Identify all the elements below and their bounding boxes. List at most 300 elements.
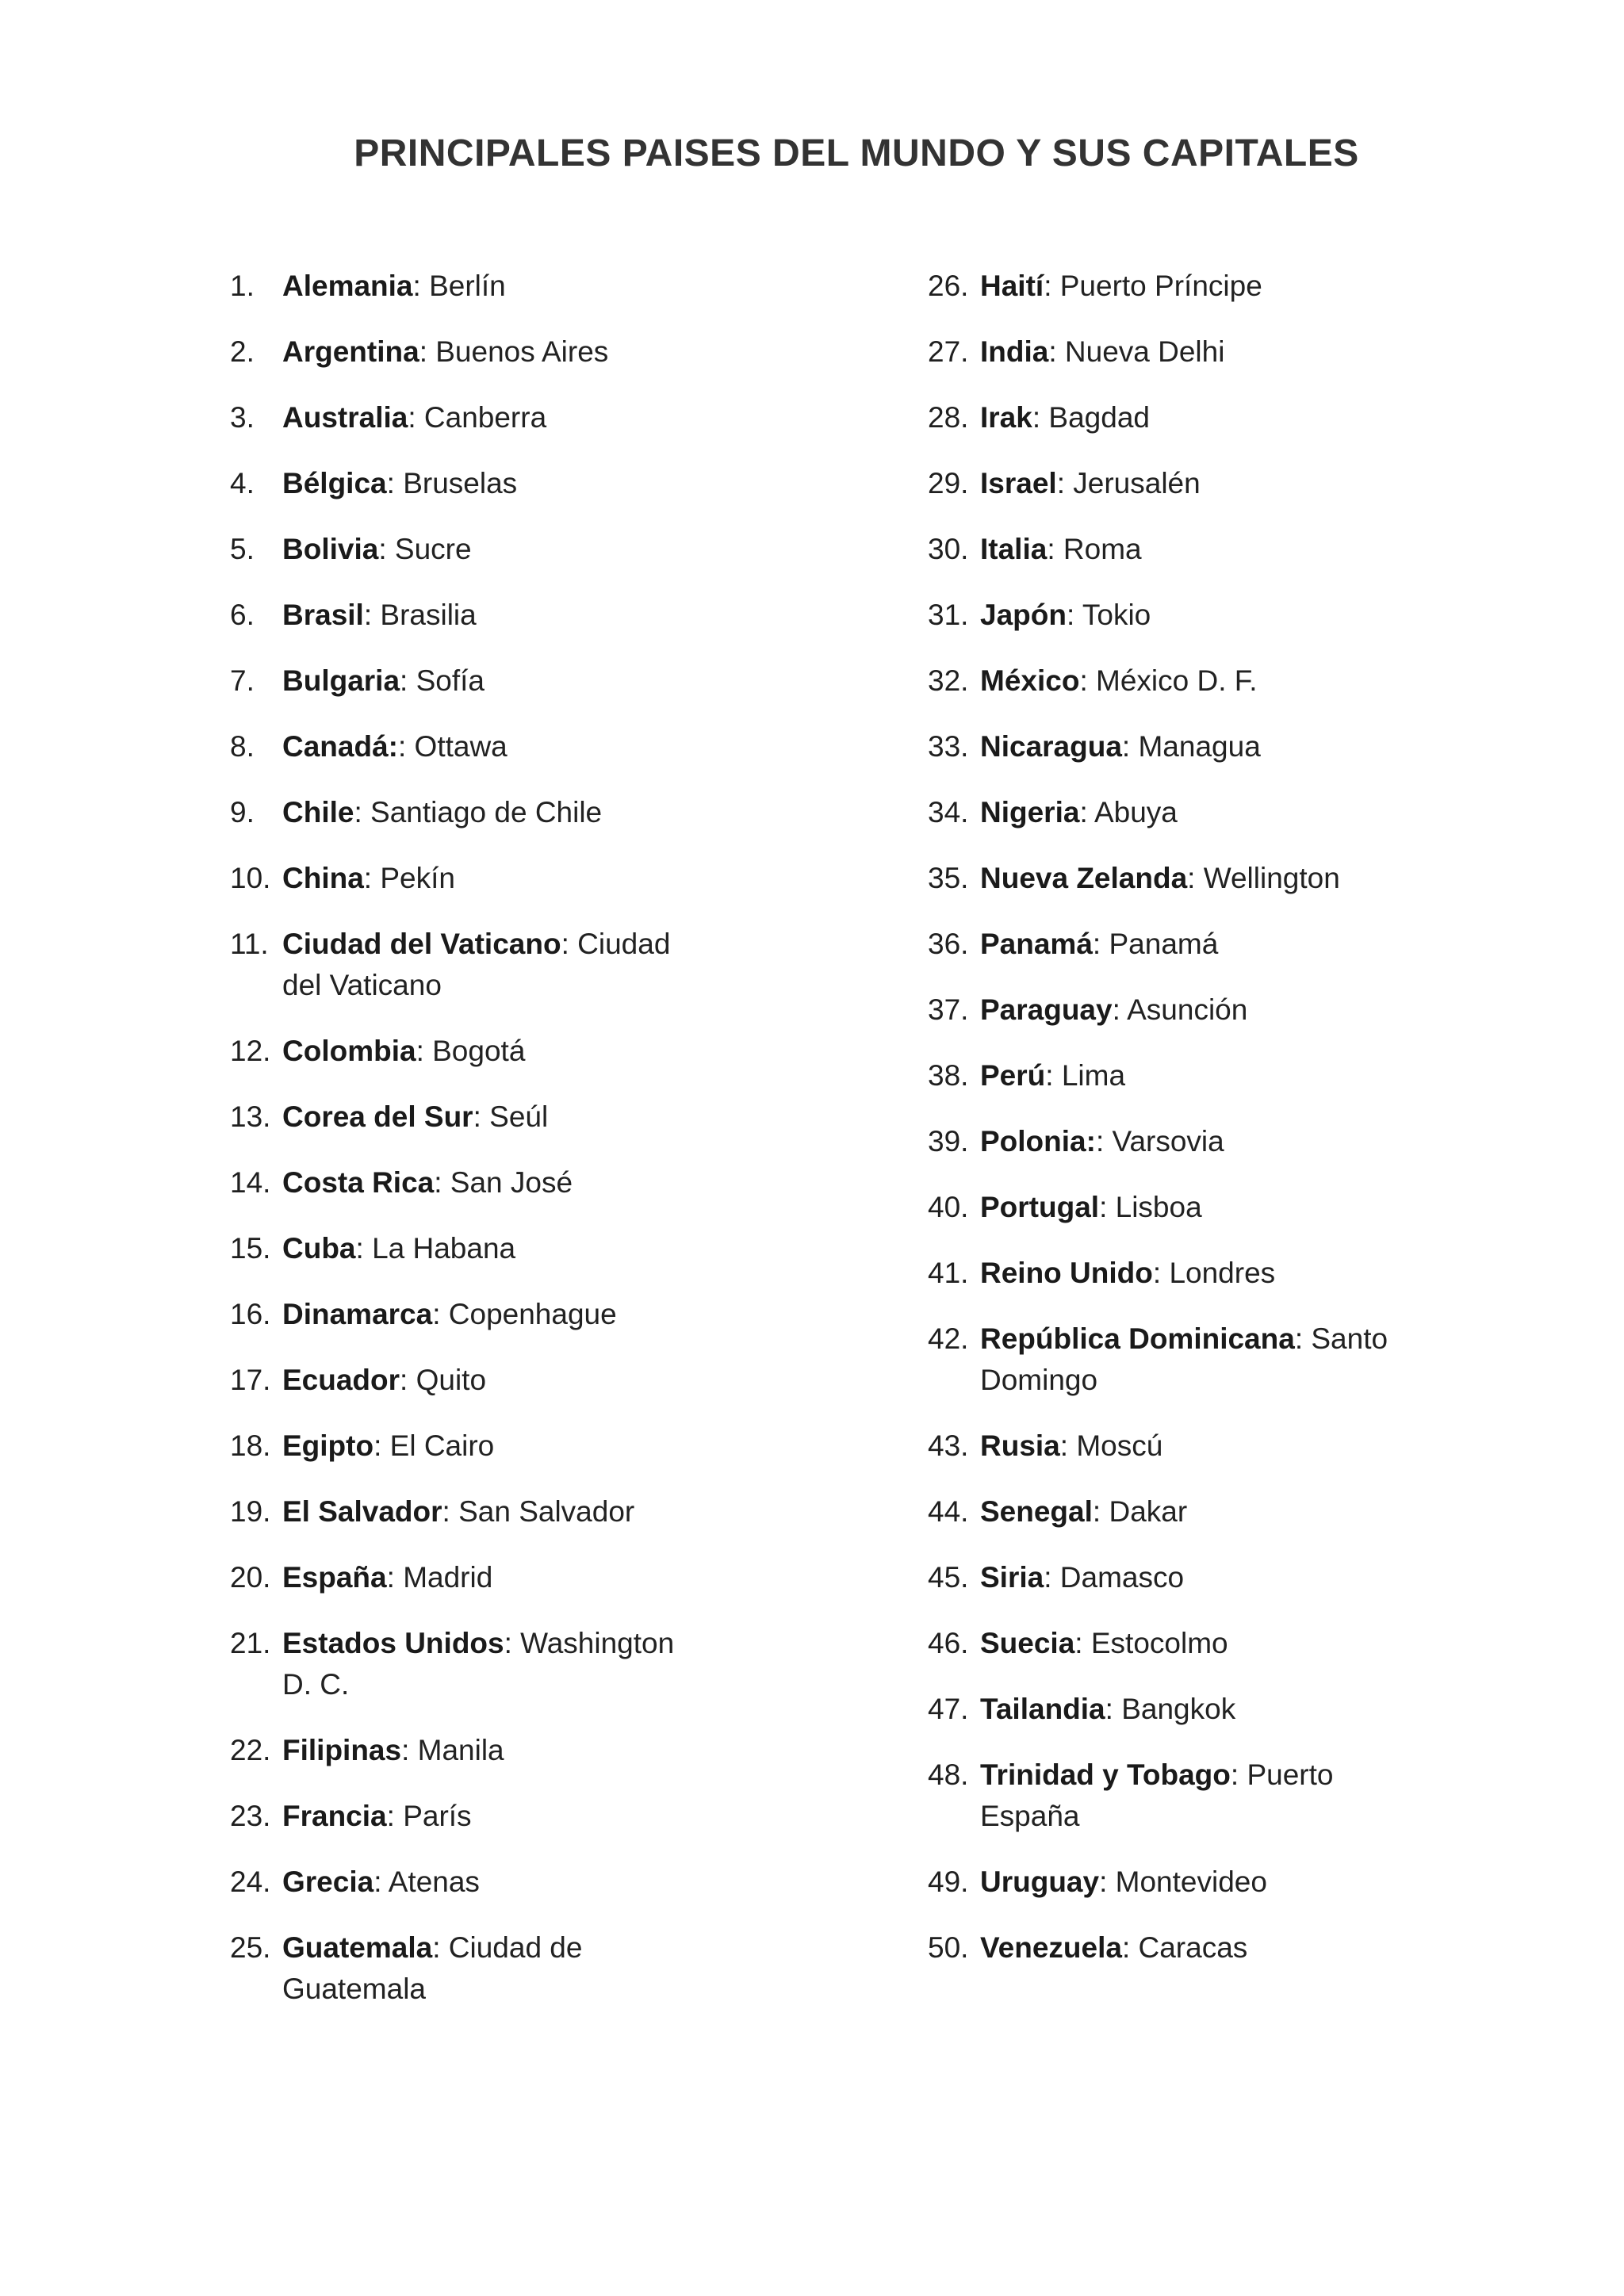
item-number: 4. xyxy=(230,467,255,499)
list-item xyxy=(230,1360,928,1401)
separator: : xyxy=(1066,599,1082,631)
separator: : xyxy=(1105,1693,1122,1725)
list-item xyxy=(928,1927,1594,1969)
item-text xyxy=(980,1187,1424,1228)
item-text xyxy=(980,1121,1424,1162)
separator: : xyxy=(416,1035,433,1067)
country-name: Bélgica xyxy=(282,467,387,499)
item-text xyxy=(980,1927,1424,1969)
list-item xyxy=(230,1096,928,1138)
item-number: 18. xyxy=(230,1429,271,1462)
country-name: Alemania xyxy=(282,270,413,302)
item-number: 49. xyxy=(928,1866,969,1898)
item-number: 15. xyxy=(230,1232,271,1265)
list-item xyxy=(928,1425,1594,1467)
list-item xyxy=(928,266,1594,307)
capital-name: San Salvador xyxy=(458,1495,635,1528)
item-number: 38. xyxy=(928,1059,969,1092)
item-text xyxy=(282,792,679,833)
separator: : xyxy=(1095,1125,1113,1158)
separator: : xyxy=(412,270,430,302)
separator: : xyxy=(1187,862,1204,894)
item-text xyxy=(980,858,1424,899)
list-item xyxy=(230,397,928,438)
capital-name: Santiago de Chile xyxy=(370,796,603,828)
separator: : xyxy=(1032,401,1049,434)
separator: : xyxy=(1099,1191,1116,1223)
capital-name: Managua xyxy=(1138,730,1261,763)
capital-name: Sofía xyxy=(416,664,485,697)
separator: : xyxy=(386,1561,404,1594)
item-text xyxy=(980,1623,1424,1664)
separator: : xyxy=(561,928,578,960)
capital-name: Bogotá xyxy=(432,1035,526,1067)
country-name: Panamá xyxy=(980,928,1093,960)
item-number: 43. xyxy=(928,1429,969,1462)
country-name: Tailandia xyxy=(980,1693,1105,1725)
item-number: 47. xyxy=(928,1693,969,1725)
list-item xyxy=(928,792,1594,833)
country-name: Nueva Zelanda xyxy=(980,862,1188,894)
country-name: Dinamarca xyxy=(282,1298,433,1330)
separator: : xyxy=(378,533,395,565)
capital-name: Damasco xyxy=(1059,1561,1185,1594)
separator: : xyxy=(354,796,371,828)
item-number: 7. xyxy=(230,664,255,697)
item-text xyxy=(282,1491,679,1533)
item-text xyxy=(980,1689,1424,1730)
capital-name: Asunción xyxy=(1127,993,1248,1026)
item-text xyxy=(282,1623,679,1705)
list-item xyxy=(230,331,928,373)
item-number: 42. xyxy=(928,1322,969,1355)
country-name: Bulgaria xyxy=(282,664,400,697)
capital-name: Bagdad xyxy=(1048,401,1150,434)
item-number: 1. xyxy=(230,270,255,302)
capital-name: Jerusalén xyxy=(1073,467,1201,499)
country-name: Israel xyxy=(980,467,1057,499)
separator: : xyxy=(400,664,416,697)
capital-name: Moscú xyxy=(1076,1429,1163,1462)
capital-name: Puerto España xyxy=(980,1758,1334,1832)
capital-name: Seúl xyxy=(489,1100,549,1133)
capital-name: Dakar xyxy=(1109,1495,1188,1528)
capital-name: Lima xyxy=(1061,1059,1126,1092)
item-text xyxy=(282,1796,679,1837)
capital-name: Pekín xyxy=(380,862,455,894)
separator: : xyxy=(397,730,415,763)
list-item xyxy=(928,1862,1594,1903)
list-item xyxy=(230,792,928,833)
item-text xyxy=(282,529,679,570)
item-number: 31. xyxy=(928,599,969,631)
item-number: 45. xyxy=(928,1561,969,1594)
capital-name: Roma xyxy=(1063,533,1142,565)
item-number: 35. xyxy=(928,862,969,894)
capital-name: Ciudad de Guatemala xyxy=(282,1931,583,2005)
list-item xyxy=(230,1862,928,1903)
separator: : xyxy=(373,1866,389,1898)
item-number: 19. xyxy=(230,1495,271,1528)
country-name: Venezuela xyxy=(980,1931,1122,1964)
capital-name: Caracas xyxy=(1138,1931,1248,1964)
capital-name: Londres xyxy=(1169,1257,1276,1289)
list-item xyxy=(928,463,1594,504)
item-number: 29. xyxy=(928,467,969,499)
separator: : xyxy=(1044,270,1060,302)
country-name: Australia xyxy=(282,401,408,434)
list-item xyxy=(928,1253,1594,1294)
separator: : xyxy=(504,1627,521,1659)
country-name: Haití xyxy=(980,270,1044,302)
separator: : xyxy=(1047,533,1063,565)
separator: : xyxy=(386,467,404,499)
capital-name: Tokio xyxy=(1082,599,1151,631)
capital-name: Washington D. C. xyxy=(282,1627,675,1701)
capital-name: Estocolmo xyxy=(1090,1627,1228,1659)
list-item xyxy=(928,660,1594,702)
item-number: 2. xyxy=(230,335,255,368)
separator: : xyxy=(1044,1561,1060,1594)
country-name: Bolivia xyxy=(282,533,379,565)
capital-name: Buenos Aires xyxy=(435,335,609,368)
list-item xyxy=(928,1689,1594,1730)
item-text xyxy=(980,792,1424,833)
country-name: Uruguay xyxy=(980,1866,1100,1898)
separator: : xyxy=(363,862,381,894)
separator: : xyxy=(442,1495,459,1528)
item-text xyxy=(282,1862,679,1903)
country-name: Paraguay xyxy=(980,993,1113,1026)
country-name: España xyxy=(282,1561,387,1594)
list-item xyxy=(230,1031,928,1072)
country-name: Ecuador xyxy=(282,1364,400,1396)
item-number: 10. xyxy=(230,862,271,894)
country-name: Grecia xyxy=(282,1866,374,1898)
list-item xyxy=(928,331,1594,373)
country-name: Siria xyxy=(980,1561,1044,1594)
item-number: 16. xyxy=(230,1298,271,1330)
item-number: 11. xyxy=(230,928,269,960)
capital-name: Bangkok xyxy=(1121,1693,1236,1725)
list-item xyxy=(230,858,928,899)
item-text xyxy=(980,726,1424,767)
item-number: 8. xyxy=(230,730,255,763)
item-text xyxy=(282,1228,679,1269)
item-text xyxy=(980,989,1424,1031)
item-text xyxy=(282,595,679,636)
capital-name: Manila xyxy=(417,1734,504,1766)
list-item xyxy=(928,1557,1594,1598)
item-number: 34. xyxy=(928,796,969,828)
capital-name: Ottawa xyxy=(414,730,508,763)
capital-name: Bruselas xyxy=(403,467,518,499)
capital-name: Nueva Delhi xyxy=(1064,335,1225,368)
country-name: Nigeria xyxy=(980,796,1080,828)
list-item xyxy=(928,1121,1594,1162)
separator: : xyxy=(1152,1257,1170,1289)
country-name: Filipinas xyxy=(282,1734,402,1766)
separator: : xyxy=(1045,1059,1062,1092)
separator: : xyxy=(473,1100,490,1133)
country-name: Ciudad del Vaticano xyxy=(282,928,561,960)
list-item xyxy=(928,1755,1594,1837)
item-number: 30. xyxy=(928,533,969,565)
list-item xyxy=(928,397,1594,438)
country-name: Costa Rica xyxy=(282,1166,435,1199)
item-number: 26. xyxy=(928,270,969,302)
country-name: Egipto xyxy=(282,1429,374,1462)
item-text xyxy=(282,1425,679,1467)
item-number: 46. xyxy=(928,1627,969,1659)
country-name: Japón xyxy=(980,599,1067,631)
list-item xyxy=(230,266,928,307)
list-item xyxy=(928,1187,1594,1228)
item-text xyxy=(980,331,1424,373)
separator: : xyxy=(1099,1866,1116,1898)
country-name: Reino Unido xyxy=(980,1257,1153,1289)
country-name: India xyxy=(980,335,1049,368)
item-number: 37. xyxy=(928,993,969,1026)
country-name: Argentina xyxy=(282,335,419,368)
item-text xyxy=(980,463,1424,504)
capital-name: Santo Domingo xyxy=(980,1322,1388,1396)
list-item xyxy=(928,529,1594,570)
item-text xyxy=(980,1755,1424,1837)
capital-name: París xyxy=(403,1800,472,1832)
list-item xyxy=(928,858,1594,899)
separator: : xyxy=(373,1429,390,1462)
list-item xyxy=(230,1796,928,1837)
item-number: 3. xyxy=(230,401,255,434)
capital-name: El Cairo xyxy=(389,1429,495,1462)
separator: : xyxy=(401,1734,418,1766)
list-item xyxy=(230,1294,928,1335)
country-name: El Salvador xyxy=(282,1495,442,1528)
separator: : xyxy=(432,1931,449,1964)
capital-name: Copenhague xyxy=(448,1298,617,1330)
item-text xyxy=(980,1253,1424,1294)
list-item xyxy=(230,1491,928,1533)
item-text xyxy=(980,397,1424,438)
item-number: 36. xyxy=(928,928,969,960)
list-item xyxy=(230,1557,928,1598)
item-number: 41. xyxy=(928,1257,969,1289)
country-name: República Dominicana xyxy=(980,1322,1295,1355)
item-number: 33. xyxy=(928,730,969,763)
list-item xyxy=(928,989,1594,1031)
separator: : xyxy=(1092,1495,1109,1528)
country-name: Portugal xyxy=(980,1191,1100,1223)
country-name: Canadá: xyxy=(282,730,398,763)
item-number: 13. xyxy=(230,1100,271,1133)
page-title: PRINCIPALES PAISES DEL MUNDO Y SUS CAPITALES xyxy=(354,132,1359,174)
item-text xyxy=(980,1055,1424,1096)
separator: : xyxy=(386,1800,404,1832)
country-name: Irak xyxy=(980,401,1032,434)
list-item xyxy=(230,1623,928,1705)
separator: : xyxy=(355,1232,373,1265)
separator: : xyxy=(1079,796,1094,828)
list-item xyxy=(230,660,928,702)
country-name: Rusia xyxy=(980,1429,1060,1462)
list-item xyxy=(230,1425,928,1467)
item-text xyxy=(282,924,679,1006)
list-item xyxy=(230,529,928,570)
capital-name: Canberra xyxy=(423,401,547,434)
capital-name: San José xyxy=(450,1166,573,1199)
item-text xyxy=(282,397,679,438)
capital-name: Puerto Príncipe xyxy=(1059,270,1262,302)
item-text xyxy=(282,726,679,767)
item-number: 27. xyxy=(928,335,969,368)
item-text xyxy=(282,858,679,899)
item-number: 17. xyxy=(230,1364,271,1396)
list-item xyxy=(928,595,1594,636)
country-name: Suecia xyxy=(980,1627,1075,1659)
item-number: 25. xyxy=(230,1931,271,1964)
country-name: Chile xyxy=(282,796,354,828)
item-number: 14. xyxy=(230,1166,271,1199)
item-number: 9. xyxy=(230,796,255,828)
item-number: 44. xyxy=(928,1495,969,1528)
country-name: Francia xyxy=(282,1800,387,1832)
capital-name: Abuya xyxy=(1094,796,1178,828)
item-text xyxy=(980,1491,1424,1533)
separator: : xyxy=(419,335,436,368)
item-number: 50. xyxy=(928,1931,969,1964)
item-number: 39. xyxy=(928,1125,969,1158)
item-text xyxy=(282,266,679,307)
item-number: 48. xyxy=(928,1758,969,1791)
item-text xyxy=(980,1557,1424,1598)
separator: : xyxy=(1059,1429,1077,1462)
capital-name: Quito xyxy=(416,1364,487,1396)
item-text xyxy=(980,595,1424,636)
country-name: Cuba xyxy=(282,1232,356,1265)
item-text xyxy=(282,1294,679,1335)
item-text xyxy=(980,1318,1424,1401)
list-item xyxy=(928,1491,1594,1533)
list-item xyxy=(928,1623,1594,1664)
capital-name: Montevideo xyxy=(1115,1866,1267,1898)
country-name: Perú xyxy=(980,1059,1046,1092)
countries-list-left xyxy=(230,266,928,2034)
item-text xyxy=(980,529,1424,570)
item-number: 12. xyxy=(230,1035,271,1067)
list-item xyxy=(928,1318,1594,1401)
item-number: 6. xyxy=(230,599,255,631)
country-name: Estados Unidos xyxy=(282,1627,504,1659)
item-text xyxy=(282,463,679,504)
separator: : xyxy=(1079,664,1096,697)
item-text xyxy=(282,1927,679,2010)
capital-name: Varsovia xyxy=(1112,1125,1224,1158)
item-text xyxy=(282,1730,679,1771)
item-number: 24. xyxy=(230,1866,271,1898)
capital-name: La Habana xyxy=(372,1232,516,1265)
separator: : xyxy=(1048,335,1065,368)
item-text xyxy=(282,660,679,702)
country-name: Italia xyxy=(980,533,1048,565)
separator: : xyxy=(1056,467,1074,499)
item-text xyxy=(282,1360,679,1401)
countries-list-right xyxy=(928,266,1594,1993)
item-text xyxy=(282,1557,679,1598)
item-text xyxy=(282,1162,679,1203)
item-text xyxy=(282,331,679,373)
item-number: 22. xyxy=(230,1734,271,1766)
country-name: Senegal xyxy=(980,1495,1093,1528)
capital-name: Berlín xyxy=(429,270,506,302)
separator: : xyxy=(363,599,381,631)
country-name: México xyxy=(980,664,1080,697)
item-number: 28. xyxy=(928,401,969,434)
separator: : xyxy=(408,401,424,434)
item-text xyxy=(282,1031,679,1072)
item-text xyxy=(282,1096,679,1138)
separator: : xyxy=(1121,730,1139,763)
list-item xyxy=(230,924,928,1006)
list-item xyxy=(230,1927,928,2010)
separator: : xyxy=(1092,928,1109,960)
list-item xyxy=(230,595,928,636)
capital-name: Panamá xyxy=(1109,928,1219,960)
list-item xyxy=(230,1162,928,1203)
list-item xyxy=(230,1228,928,1269)
item-number: 5. xyxy=(230,533,255,565)
country-name: Nicaragua xyxy=(980,730,1122,763)
country-name: Corea del Sur xyxy=(282,1100,473,1133)
separator: : xyxy=(1121,1931,1139,1964)
item-text xyxy=(980,1862,1424,1903)
separator: : xyxy=(1112,993,1128,1026)
item-number: 21. xyxy=(230,1627,271,1659)
separator: : xyxy=(432,1298,449,1330)
separator: : xyxy=(1074,1627,1091,1659)
country-name: Trinidad y Tobago xyxy=(980,1758,1231,1791)
country-name: Colombia xyxy=(282,1035,416,1067)
list-item xyxy=(230,726,928,767)
list-item xyxy=(230,1730,928,1771)
separator: : xyxy=(434,1166,450,1199)
separator: : xyxy=(400,1364,416,1396)
country-name: Guatemala xyxy=(282,1931,433,1964)
country-name: Brasil xyxy=(282,599,364,631)
capital-name: Brasilia xyxy=(380,599,477,631)
capital-name: México D. F. xyxy=(1096,664,1258,697)
list-item xyxy=(928,1055,1594,1096)
capital-name: Sucre xyxy=(394,533,472,565)
item-number: 23. xyxy=(230,1800,271,1832)
separator: : xyxy=(1230,1758,1247,1791)
item-text xyxy=(980,1425,1424,1467)
item-number: 40. xyxy=(928,1191,969,1223)
capital-name: Wellington xyxy=(1203,862,1340,894)
item-text xyxy=(980,660,1424,702)
capital-name: Lisboa xyxy=(1115,1191,1202,1223)
list-item xyxy=(928,924,1594,965)
item-text xyxy=(980,924,1424,965)
item-number: 20. xyxy=(230,1561,271,1594)
country-name: China xyxy=(282,862,364,894)
list-item xyxy=(928,726,1594,767)
list-item xyxy=(230,463,928,504)
item-text xyxy=(980,266,1424,307)
capital-name: Atenas xyxy=(388,1866,480,1898)
capital-name: Madrid xyxy=(403,1561,493,1594)
separator: : xyxy=(1294,1322,1312,1355)
